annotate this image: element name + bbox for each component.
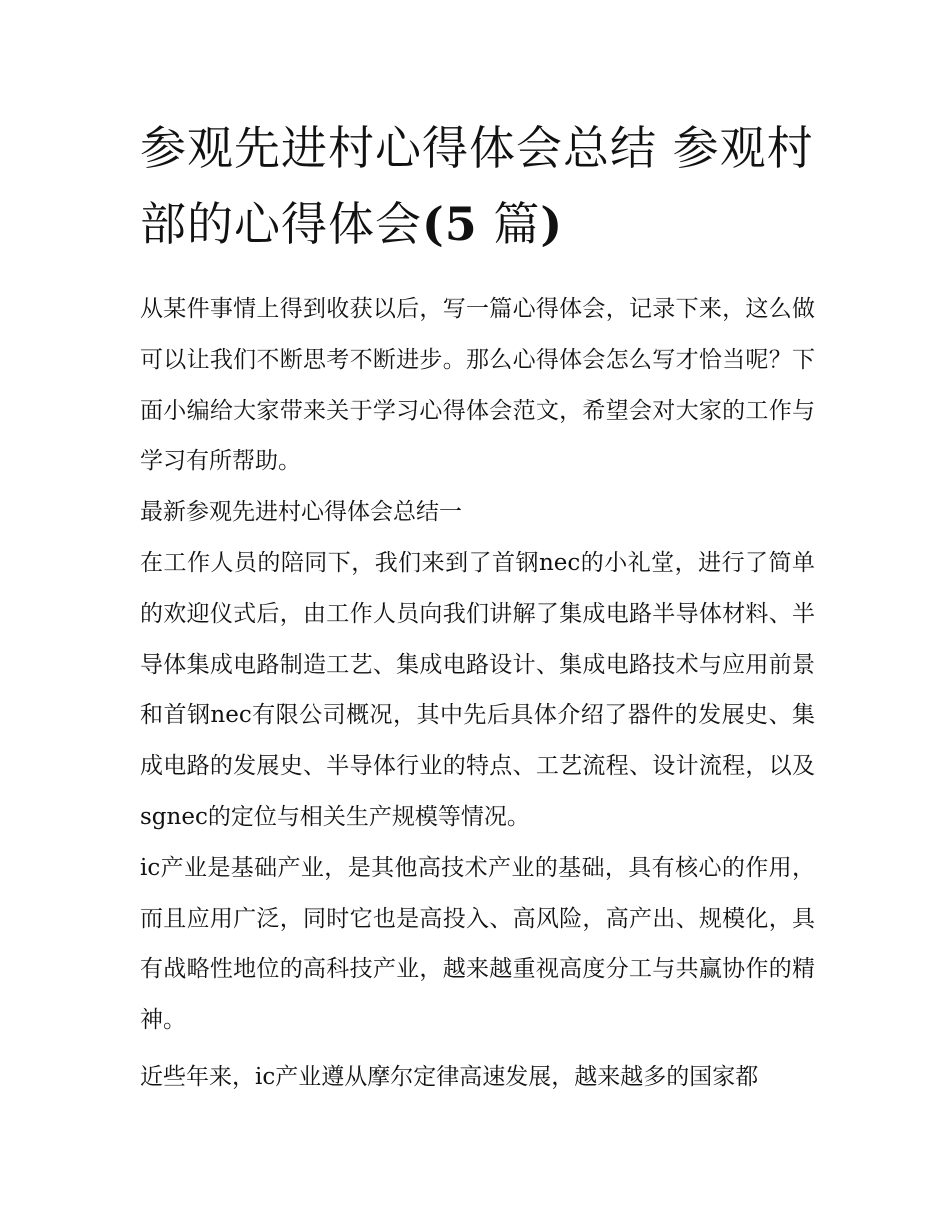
- document-title: [140, 110, 815, 262]
- body-paragraph: 在工作人员的陪同下，我们来到了首钢nec的小礼堂，进行了简单的欢迎仪式后，由工作人员向我们讲解了集成电路半导体材料、半导体集成电路制造工艺、集成电路设计、集成电路技术与应用前景和首钢nec有限公司概况，其中先后具体介绍了器件的发展史、集成电路的发展史、半导体行业的特点、工艺流程、设计流程，以及sgnec的定位与相关生产规模等情况。: [140, 549, 815, 830]
- title-count-open: (5: [422, 197, 478, 251]
- intro-paragraph: 从某件事情上得到收获以后，写一篇心得体会，记录下来，这么做可以让我们不断思考不断进步。那么心得体会怎么写才恰当呢？下面小编给大家带来关于学习心得体会范文，希望会对大家的工作与学习有所帮助。: [140, 296, 815, 475]
- title-text-main: 参观先进村心得体会总结 参观村部的心得体会: [140, 121, 814, 251]
- document-body: [140, 284, 815, 1103]
- body-paragraph: 近些年来，ic产业遵从摩尔定律高速发展，越来越多的国家都: [140, 1063, 759, 1090]
- document-page: [140, 110, 815, 1103]
- body-paragraph: ic产业是基础产业，是其他高技术产业的基础，具有核心的作用，而且应用广泛，同时它也是高投入、高风险，高产出、规模化，具有战略性地位的高科技产业，越来越重视高度分工与共赢协作的精神。: [140, 854, 815, 1034]
- title-count-unit: 篇: [493, 197, 541, 251]
- title-count-close: ): [540, 197, 564, 251]
- section-heading: 最新参观先进村心得体会总结一: [140, 499, 462, 526]
